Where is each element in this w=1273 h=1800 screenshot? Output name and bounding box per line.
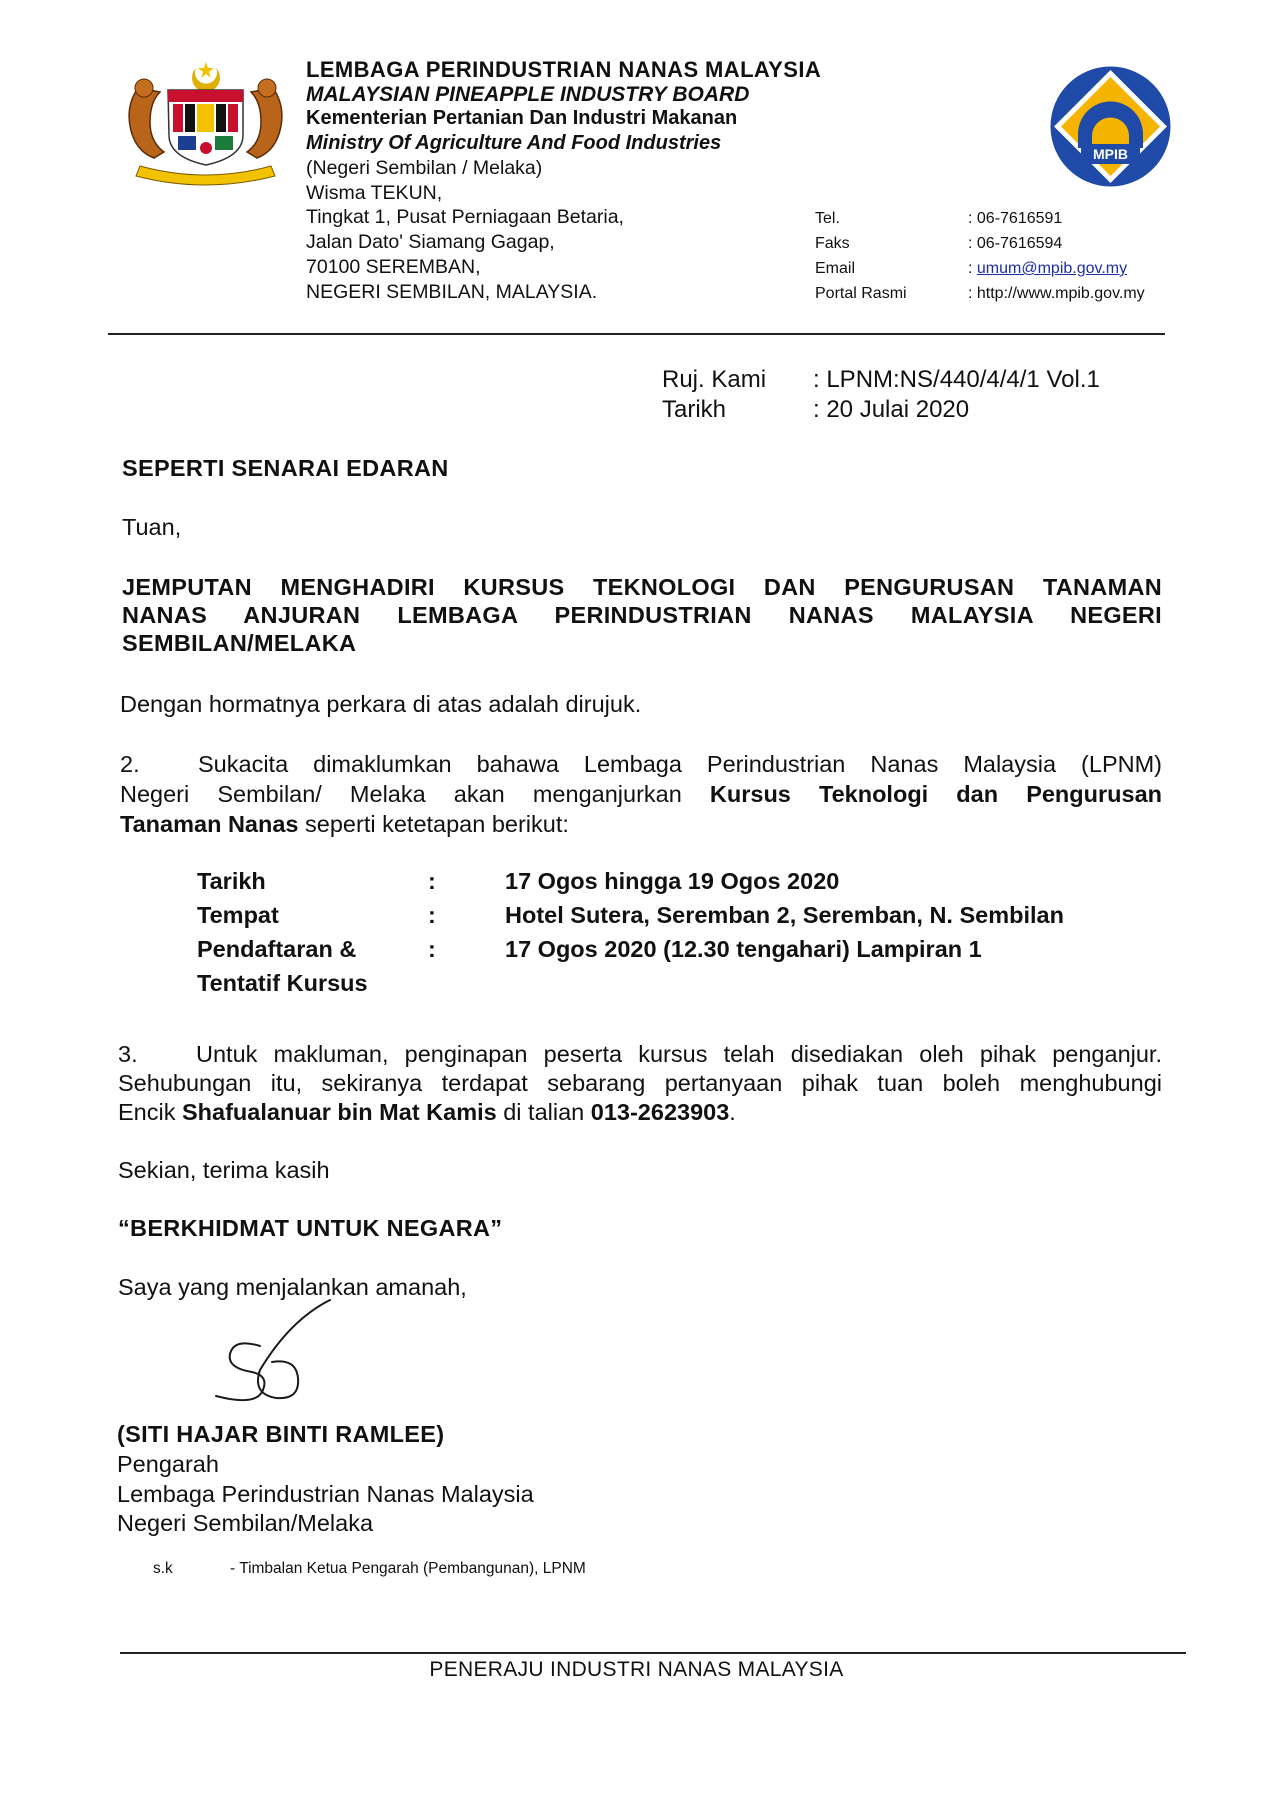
paragraph-3-text: Encik xyxy=(118,1099,182,1125)
address-line: Wisma TEKUN, xyxy=(306,182,443,204)
signatory-name: (SITI HAJAR BINTI RAMLEE) xyxy=(117,1421,445,1447)
subject-line-1: JEMPUTAN MENGHADIRI KURSUS TEKNOLOGI DAN PENGURUSAN TANAMAN xyxy=(122,574,1162,600)
mpib-logo-icon xyxy=(1048,64,1173,189)
paragraph-2-line-3 xyxy=(120,810,569,839)
course-name-cont: Tanaman Nanas xyxy=(120,811,299,837)
address-line: (Negeri Sembilan / Melaka) xyxy=(306,157,543,179)
paragraph-2-text: seperti ketetapan berikut: xyxy=(298,811,569,837)
trust-line: Saya yang menjalankan amanah, xyxy=(118,1274,467,1300)
paragraph-3-line-3 xyxy=(118,1098,736,1127)
recipient: SEPERTI SENARAI EDARAN xyxy=(122,455,449,481)
salutation: Tuan, xyxy=(122,514,182,540)
paragraph-2-text: Negeri Sembilan/ Melaka akan menganjurkan xyxy=(120,781,710,807)
detail-value-date: 17 Ogos hingga 19 Ogos 2020 xyxy=(505,868,840,894)
paragraph-2-line-2 xyxy=(120,780,1162,809)
portal-label: Portal Rasmi xyxy=(815,285,907,302)
paragraph-3-text: . xyxy=(729,1099,736,1125)
ministry-name-en: Ministry Of Agriculture And Food Industries xyxy=(306,132,722,154)
date-value: : 20 Julai 2020 xyxy=(813,396,970,423)
header-divider xyxy=(108,333,1165,335)
portal-value: : http://www.mpib.gov.my xyxy=(968,285,1145,302)
detail-label-registration: Pendaftaran & xyxy=(197,936,357,962)
ref-value: : LPNM:NS/440/4/4/1 Vol.1 xyxy=(813,366,1100,393)
address-line: NEGERI SEMBILAN, MALAYSIA. xyxy=(306,281,598,303)
signature-icon xyxy=(190,1296,350,1416)
closing: Sekian, terima kasih xyxy=(118,1157,330,1183)
subject-line-3: SEMBILAN/MELAKA xyxy=(122,630,357,656)
contact-person: Shafualanuar bin Mat Kamis xyxy=(182,1099,497,1125)
detail-colon: : xyxy=(428,936,436,962)
tel-label: Tel. xyxy=(815,210,840,227)
paragraph-2-number: 2. xyxy=(120,751,140,777)
signatory-org: Lembaga Perindustrian Nanas Malaysia xyxy=(117,1481,534,1507)
mpib-logo-text: MPIB xyxy=(1093,146,1128,162)
address-line: Jalan Dato' Siamang Gagap, xyxy=(306,231,555,253)
detail-value-registration: 17 Ogos 2020 (12.30 tengahari) Lampiran 1 xyxy=(505,936,982,962)
signatory-title: Pengarah xyxy=(117,1451,219,1477)
ref-label: Ruj. Kami xyxy=(662,366,767,393)
email-colon: : xyxy=(968,260,977,277)
fax-label: Faks xyxy=(815,235,850,252)
detail-label-date: Tarikh xyxy=(197,868,266,894)
malaysia-coat-of-arms-icon xyxy=(118,58,293,186)
motto: “BERKHIDMAT UNTUK NEGARA” xyxy=(118,1215,503,1241)
signatory-branch: Negeri Sembilan/Melaka xyxy=(117,1510,374,1536)
footer-divider xyxy=(120,1652,1186,1654)
paragraph-3-text: di talian xyxy=(496,1099,591,1125)
paragraph-1: Dengan hormatnya perkara di atas adalah dirujuk. xyxy=(120,691,642,717)
address-line: Tingkat 1, Pusat Perniagaan Betaria, xyxy=(306,206,624,228)
course-name: Kursus Teknologi dan Pengurusan xyxy=(709,781,1162,807)
org-name-ms: LEMBAGA PERINDUSTRIAN NANAS MALAYSIA xyxy=(306,57,822,82)
detail-value-venue: Hotel Sutera, Seremban 2, Seremban, N. Sembilan xyxy=(505,902,1064,928)
contact-phone: 013-2623903 xyxy=(590,1099,730,1125)
email-label: Email xyxy=(815,260,856,277)
cc-label: s.k xyxy=(153,1560,173,1577)
subject-line-2: NANAS ANJURAN LEMBAGA PERINDUSTRIAN NANAS MALAYSIA NEGERI xyxy=(122,602,1162,628)
paragraph-3-line-1: Untuk makluman, penginapan peserta kursus telah disediakan oleh pihak penganjur. xyxy=(196,1041,1162,1067)
cc-value: - Timbalan Ketua Pengarah (Pembangunan), LPNM xyxy=(230,1560,586,1577)
address-line: 70100 SEREMBAN, xyxy=(306,256,481,278)
footer-tagline: PENERAJU INDUSTRI NANAS MALAYSIA xyxy=(429,1658,844,1681)
date-label: Tarikh xyxy=(662,396,727,423)
detail-label-venue: Tempat xyxy=(197,902,279,928)
paragraph-3-number: 3. xyxy=(118,1041,138,1067)
detail-label-tentative: Tentatif Kursus xyxy=(197,970,368,996)
detail-colon: : xyxy=(428,902,436,928)
fax-value: : 06-7616594 xyxy=(968,235,1063,252)
tel-value: : 06-7616591 xyxy=(968,210,1063,227)
paragraph-2-line-1: Sukacita dimaklumkan bahawa Lembaga Perindustrian Nanas Malaysia (LPNM) xyxy=(198,751,1162,777)
email-link[interactable]: umum@mpib.gov.my xyxy=(976,260,1128,277)
detail-colon: : xyxy=(428,868,436,894)
ministry-name-ms: Kementerian Pertanian Dan Industri Makanan xyxy=(306,107,738,129)
email-row xyxy=(968,260,1127,278)
org-name-en: MALAYSIAN PINEAPPLE INDUSTRY BOARD xyxy=(306,83,750,106)
paragraph-3-line-2: Sehubungan itu, sekiranya terdapat sebarang pertanyaan pihak tuan boleh menghubungi xyxy=(118,1070,1162,1096)
